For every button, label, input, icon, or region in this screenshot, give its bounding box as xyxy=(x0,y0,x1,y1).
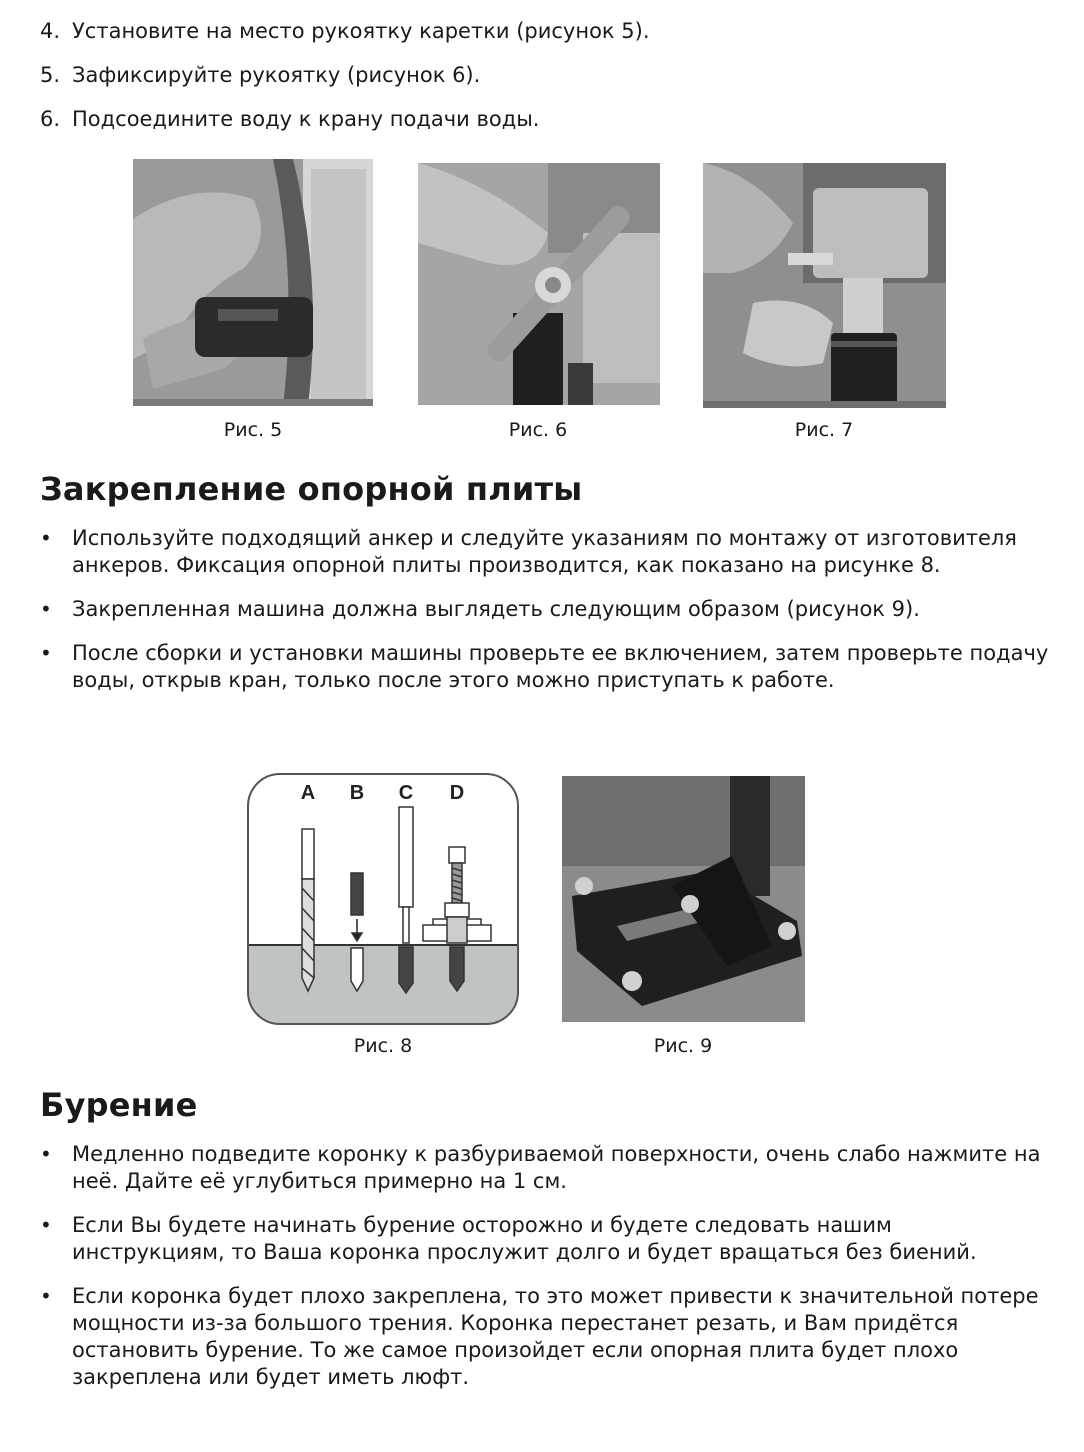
bullet-text: Медленно подведите коронку к разбуриваемой поверхности, очень слабо нажмите на неё. Дайте её углубиться примерно на 1 см. xyxy=(72,1142,1041,1193)
figure-5-photo xyxy=(133,159,373,406)
figure-9-photo xyxy=(562,776,805,1022)
figure-7-caption: Рис. 7 xyxy=(794,419,854,441)
section-title-plate: Закрепление опорной плиты xyxy=(40,470,583,508)
fig8-drill-bit xyxy=(302,829,314,991)
drilling-bullet-list xyxy=(40,1141,1050,1408)
fig8-label-a: A xyxy=(300,782,316,804)
fig8-label-c: C xyxy=(398,782,414,804)
step-number: 6. xyxy=(40,107,61,131)
bullet-glyph: • xyxy=(40,1284,52,1308)
bullet-item xyxy=(40,525,1050,579)
bullet-glyph: • xyxy=(40,526,52,550)
bullet-item xyxy=(40,596,1050,623)
figure-8-caption: Рис. 8 xyxy=(353,1035,413,1057)
bullet-item xyxy=(40,1212,1050,1266)
bullet-item xyxy=(40,1141,1050,1195)
figure-9-caption: Рис. 9 xyxy=(653,1035,713,1057)
bullet-text: Закрепленная машина должна выглядеть следующим образом (рисунок 9). xyxy=(72,597,920,621)
bullet-item xyxy=(40,1283,1050,1391)
figure-5-caption: Рис. 5 xyxy=(223,419,283,441)
step-text: Подсоедините воду к крану подачи воды. xyxy=(72,107,540,131)
bullet-text: Используйте подходящий анкер и следуйте указаниям по монтажу от изготовителя анкеров. Фиксация опорной плиты производится, как показано на рисунке 8. xyxy=(72,526,1017,577)
plate-bullet-list xyxy=(40,525,1050,711)
figure-8-diagram xyxy=(247,773,519,1025)
step-item xyxy=(40,104,1050,134)
bullet-text: Если Вы будете начинать бурение осторожно и будете следовать нашим инструкциям, то Ваша коронка прослужит долго и будет вращаться без биений. xyxy=(72,1213,977,1264)
bullet-glyph: • xyxy=(40,1213,52,1237)
step-number: 5. xyxy=(40,63,61,87)
step-text: Установите на место рукоятку каретки (рисунок 5). xyxy=(72,19,650,43)
figure-6-photo xyxy=(418,163,660,405)
fig8-label-d: D xyxy=(449,782,465,804)
step-number: 4. xyxy=(40,19,61,43)
steps-list xyxy=(40,16,1050,148)
bullet-glyph: • xyxy=(40,641,52,665)
fig8-setting-tool xyxy=(399,807,413,993)
section-title-drilling: Бурение xyxy=(40,1086,198,1124)
step-item xyxy=(40,60,1050,90)
figure-6-caption: Рис. 6 xyxy=(508,419,568,441)
bullet-text: После сборки и установки машины проверьте ее включением, затем проверьте подачу воды, открыв кран, только после этого можно приступать к работе. xyxy=(72,641,1049,692)
step-text: Зафиксируйте рукоятку (рисунок 6). xyxy=(72,63,481,87)
fig8-label-b: B xyxy=(349,782,365,804)
bullet-item xyxy=(40,640,1050,694)
figure-7-photo xyxy=(703,163,946,408)
bullet-text: Если коронка будет плохо закреплена, то это может привести к значительной потере мощности из-за большого трения. Коронка перестанет резать, и Вам придётся остановить бурение. То же самое произойдет если опорная плита будет плохо закреплена или будет иметь люфт. xyxy=(72,1284,1039,1389)
step-item xyxy=(40,16,1050,46)
bullet-glyph: • xyxy=(40,1142,52,1166)
bullet-glyph: • xyxy=(40,597,52,621)
